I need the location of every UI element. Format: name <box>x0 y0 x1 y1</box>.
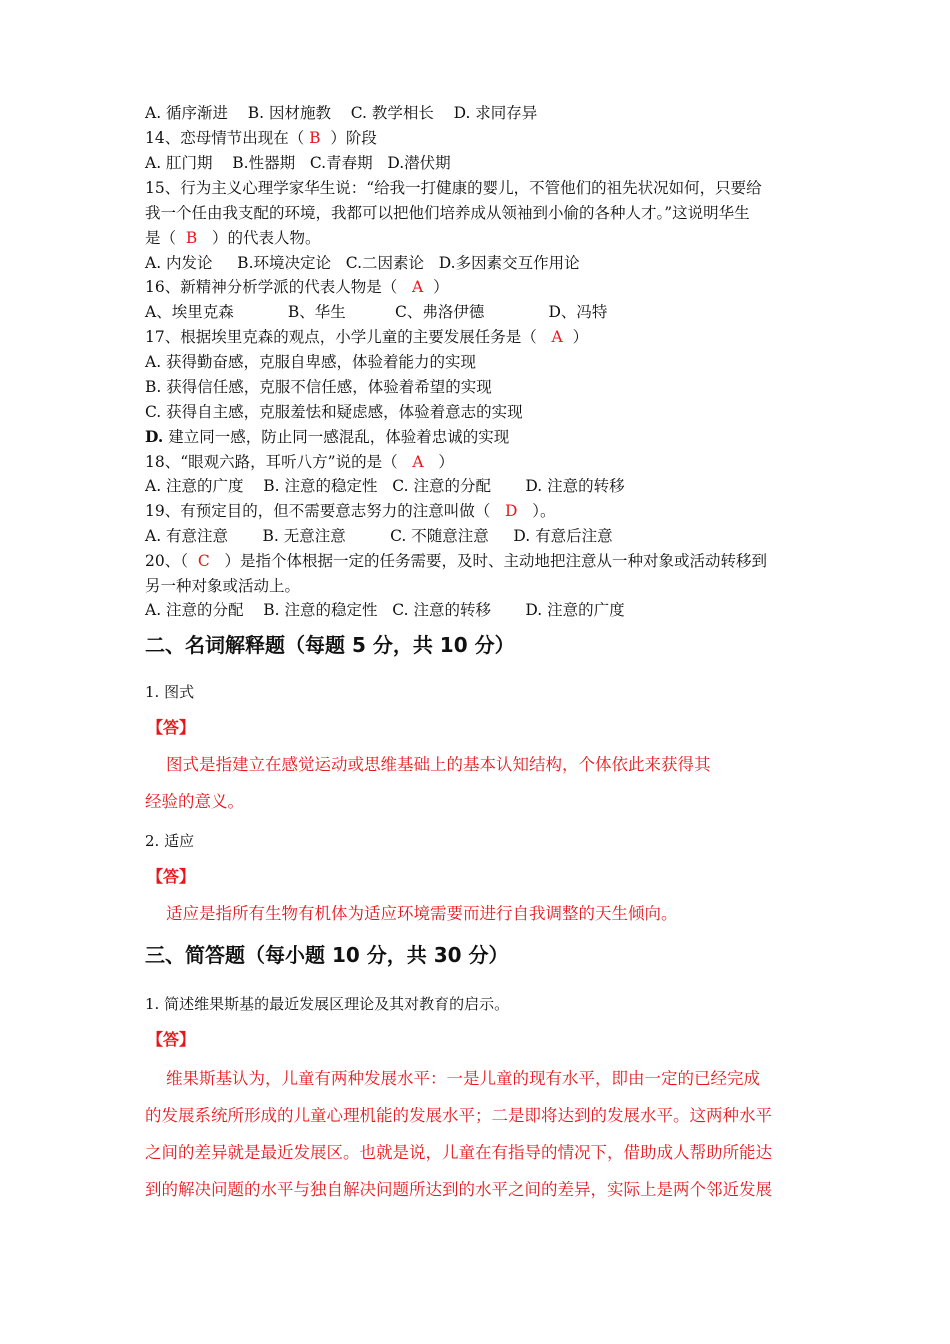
option-17-c: C. 获得自主感，克服羞怯和疑虑感，体验着意志的实现 <box>145 403 523 421</box>
options-line-16: A、埃里克森 B、华生 C、弗洛伊德 D、冯特 <box>145 303 608 321</box>
answer-mark: A <box>551 328 563 346</box>
term-question-1: 1. 图式 <box>145 683 195 701</box>
options-line-13: A. 循序渐进 B. 因材施教 C. 教学相长 D. 求同存异 <box>145 104 538 122</box>
answer-mark: A <box>412 453 424 471</box>
answer-text-1-line-2: 经验的意义。 <box>145 792 244 811</box>
answer-text-1-line-1: 图式是指建立在感觉运动或思维基础上的基本认知结构，个体依此来获得其 <box>145 755 711 774</box>
question-19: 19、有预定目的，但不需要意志努力的注意叫做（ D ）。 <box>145 502 556 520</box>
answer-paragraph-line-2: 的发展系统所形成的儿童心理机能的发展水平；二是即将达到的发展水平。这两种水平 <box>145 1106 772 1125</box>
section-2-heading: 二、名词解释题（每题 5 分，共 10 分） <box>145 633 515 657</box>
answer-mark: D <box>505 502 518 520</box>
option-17-b: B. 获得信任感，克服不信任感，体验着希望的实现 <box>145 378 492 396</box>
short-answer-question-1: 1. 简述维果斯基的最近发展区理论及其对教育的启示。 <box>145 995 510 1013</box>
answer-paragraph-line-4: 到的解决问题的水平与独自解决问题所达到的水平之间的差异，实际上是两个邻近发展 <box>145 1180 772 1199</box>
answer-mark: A <box>412 278 424 296</box>
options-line-20: A. 注意的分配 B. 注意的稳定性 C. 注意的转移 D. 注意的广度 <box>145 601 625 619</box>
answer-mark: B <box>309 129 321 147</box>
question-20-line-2: 另一种对象或活动上。 <box>145 577 301 595</box>
answer-text-2-line-1: 适应是指所有生物有机体为适应环境需要而进行自我调整的天生倾向。 <box>145 904 678 923</box>
answer-mark: C <box>197 552 210 570</box>
options-line-18: A. 注意的广度 B. 注意的稳定性 C. 注意的分配 D. 注意的转移 <box>145 477 625 495</box>
answer-paragraph-line-3: 之间的差异就是最近发展区。也就是说，儿童在有指导的情况下，借助成人帮助所能达 <box>145 1143 772 1162</box>
answer-label: 【答】 <box>147 718 196 737</box>
question-17: 17、根据埃里克森的观点，小学儿童的主要发展任务是（ A ） <box>145 328 589 346</box>
question-18: 18、“眼观六路，耳听八方”说的是（ A ） <box>145 453 454 471</box>
question-15-line-1: 15、行为主义心理学家华生说：“给我一打健康的婴儿，不管他们的祖先状况如何，只要给 <box>145 179 762 197</box>
option-17-d: D. 建立同一感，防止同一感混乱，体验着忠诚的实现 <box>145 427 510 446</box>
answer-paragraph-line-1: 维果斯基认为，儿童有两种发展水平：一是儿童的现有水平，即由一定的已经完成 <box>145 1069 760 1088</box>
question-15-line-2: 我一个任由我支配的环境，我都可以把他们培养成从领袖到小偷的各种人才。”这说明华生 <box>145 204 750 222</box>
options-line-15: A. 内发论 B.环境决定论 C.二因素论 D.多因素交互作用论 <box>145 254 580 272</box>
question-16: 16、新精神分析学派的代表人物是（ A ） <box>145 278 449 296</box>
question-15-line-3: 是（ B ）的代表人物。 <box>145 229 321 247</box>
term-question-2: 2. 适应 <box>145 832 195 850</box>
section-3-heading: 三、简答题（每小题 10 分，共 30 分） <box>145 943 509 967</box>
answer-label: 【答】 <box>147 1030 196 1049</box>
options-line-14: A. 肛门期 B.性器期 C.青春期 D.潜伏期 <box>145 154 451 172</box>
answer-mark: B <box>185 229 198 247</box>
question-14: 14、恋母情节出现在（ B ）阶段 <box>145 129 377 147</box>
question-20-line-1: 20、（ C ）是指个体根据一定的任务需要，及时、主动地把注意从一种对象或活动转移到 <box>145 552 767 570</box>
answer-label: 【答】 <box>147 867 196 886</box>
options-line-19: A. 有意注意 B. 无意注意 C. 不随意注意 D. 有意后注意 <box>145 527 613 545</box>
option-17-a: A. 获得勤奋感，克服自卑感，体验着能力的实现 <box>145 353 477 371</box>
